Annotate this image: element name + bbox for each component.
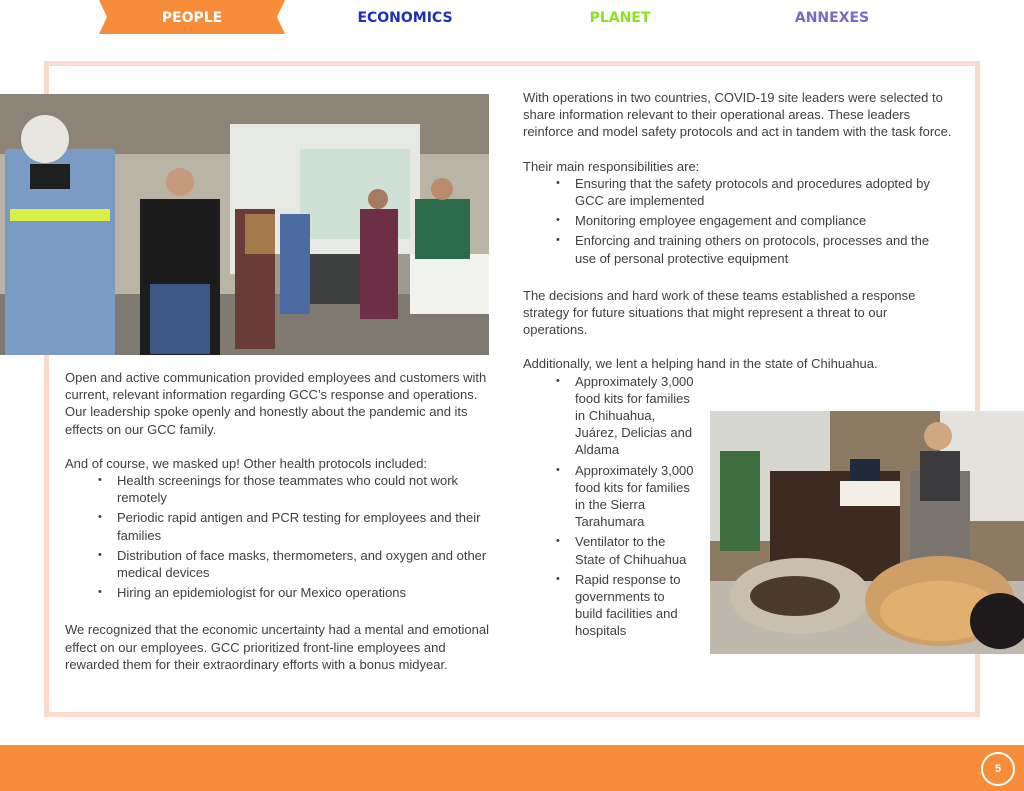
- list-item: • Rapid response to governments to build facilities and hospitals: [523, 571, 695, 640]
- list-item: • Approximately 3,000 food kits for families in Chihuahua, Juárez, Delicias and Aldama: [523, 373, 695, 459]
- health-protocols-intro: And of course, we masked up! Other health protocols included:: [65, 455, 428, 471]
- tab-annexes[interactable]: ANNEXES: [794, 10, 870, 26]
- list-item: • Enforcing and training others on protocols, processes and the use of personal protective equipment: [523, 232, 953, 266]
- list-item: • Hiring an epidemiologist for our Mexico operations: [65, 584, 497, 601]
- left-column: [65, 369, 497, 673]
- list-item: • Ensuring that the safety protocols and procedures adopted by GCC are implemented: [523, 175, 953, 209]
- responsibilities-list: [523, 175, 953, 267]
- list-item: • Approximately 3,000 food kits for families in the Sierra Tarahumara: [523, 462, 695, 531]
- list-item: • Health screenings for those teammates who could not work remotely: [65, 472, 497, 506]
- list-item: • Ventilator to the State of Chihuahua: [523, 533, 695, 567]
- decisions-paragraph: The decisions and hard work of these teams established a response strategy for future situations that might represent a threat to our operations.: [523, 287, 916, 338]
- tab-people-label: PEOPLE: [161, 10, 223, 26]
- page-number: 5: [981, 752, 1015, 786]
- responsibilities-intro: Their main responsibilities are:: [523, 158, 700, 174]
- workers-photo: [0, 94, 489, 355]
- list-item: • Distribution of face masks, thermometers, and oxygen and other medical devices: [65, 547, 497, 581]
- economic-uncertainty-paragraph: We recognized that the economic uncertainty had a mental and emotional effect on our employees. GCC prioritized front-line employees and rewarded them for their extraordinary efforts with a bonus midyear.: [65, 622, 489, 672]
- top-navigation: [0, 0, 1024, 34]
- tab-economics[interactable]: ECONOMICS: [357, 10, 453, 26]
- chihuahua-paragraph: Additionally, we lent a helping hand in the state of Chihuahua.: [523, 356, 878, 372]
- health-protocols-list: [65, 472, 497, 601]
- right-column: [523, 89, 953, 643]
- tab-planet[interactable]: PLANET: [589, 10, 651, 26]
- tab-people[interactable]: [99, 0, 285, 34]
- site-leaders-paragraph: With operations in two countries, COVID-19 site leaders were selected to share information relevant to their operational areas. These leaders reinforce and model safety protocols and act in tandem with the task force.: [523, 90, 952, 140]
- list-item: • Monitoring employee engagement and compliance: [523, 212, 953, 229]
- chihuahua-help-list: [523, 373, 953, 640]
- communication-paragraph: Open and active communication provided employees and customers with current, relevant information regarding GCC’s response and operations. Our leadership spoke openly and honestly about the pandemic and its effects on our GCC family.: [65, 370, 487, 437]
- list-item: • Periodic rapid antigen and PCR testing for employees and their families: [65, 509, 497, 543]
- footer-bar: [0, 745, 1024, 791]
